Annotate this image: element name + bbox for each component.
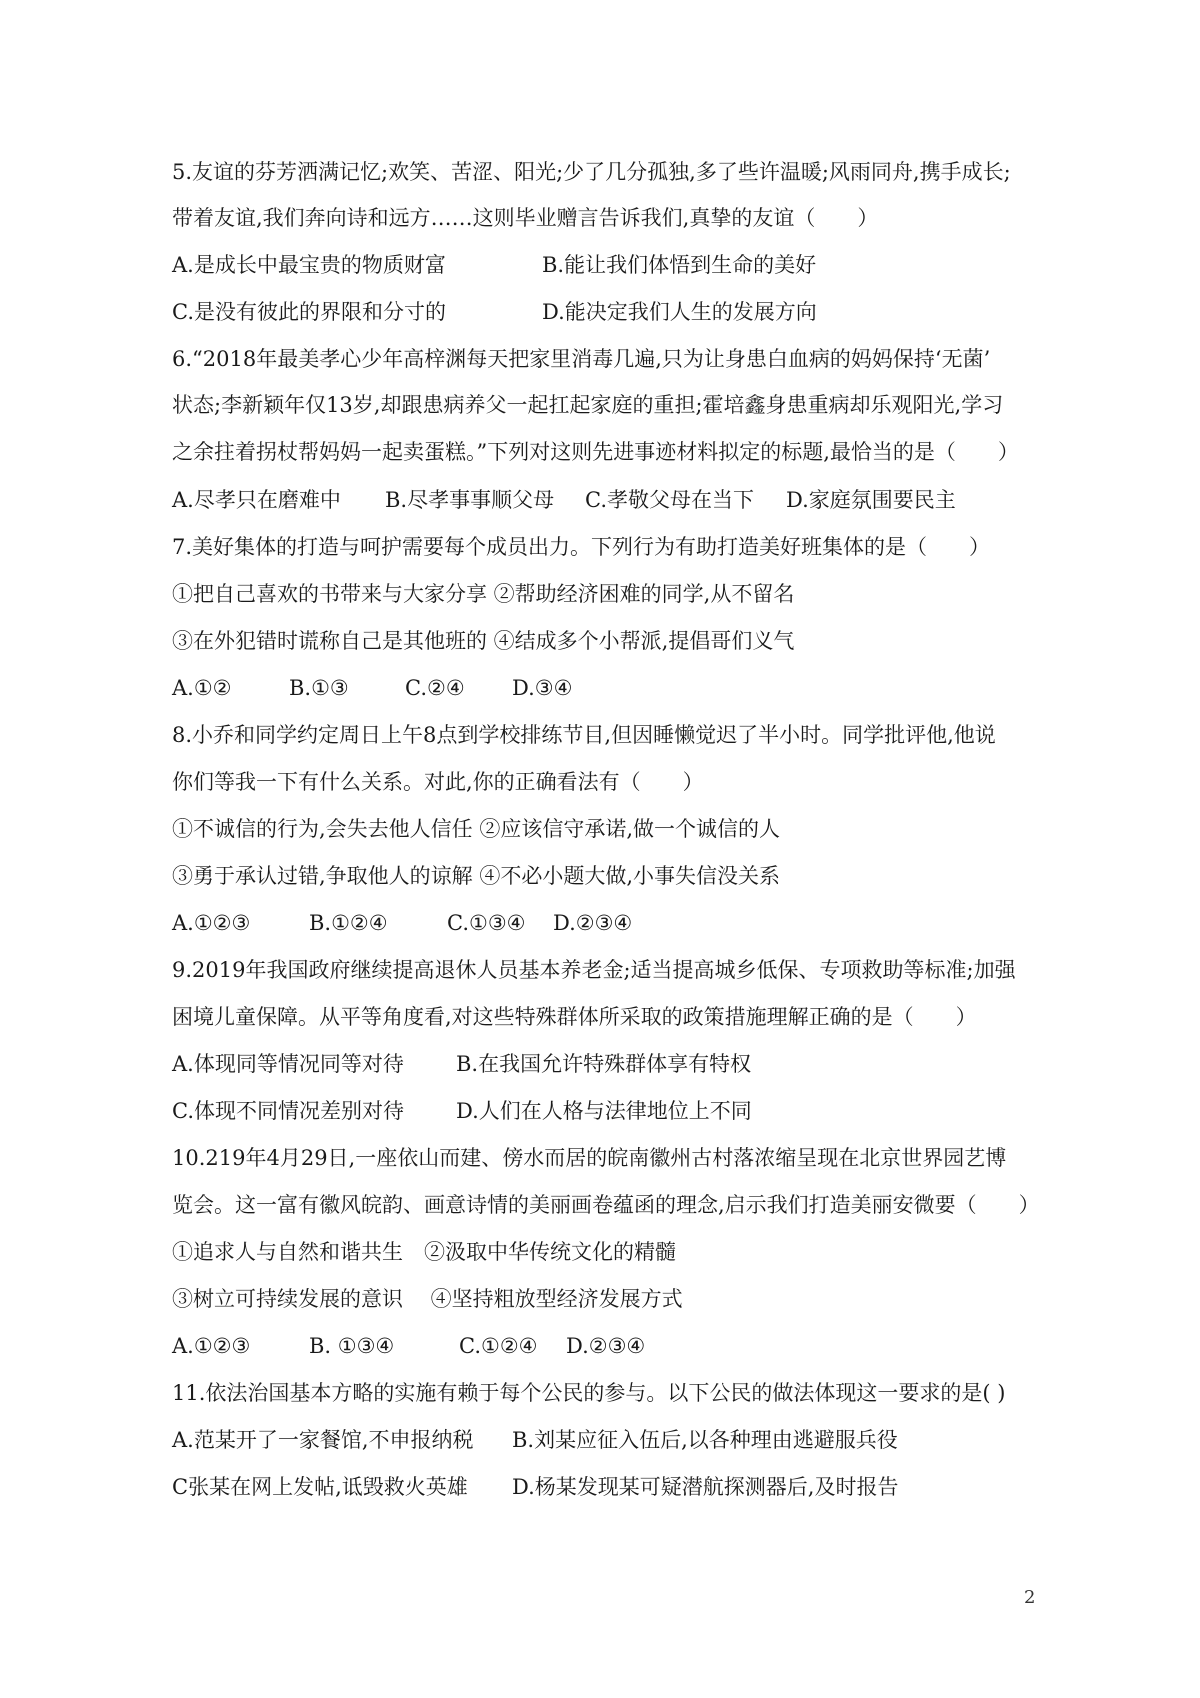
question-11-option-c: C张某在网上发帖,诋毁救火英雄 <box>172 1475 468 1499</box>
question-10-option-d: D.②③④ <box>566 1334 646 1358</box>
question-6-stem-line-2: 状态;李新颖年仅13岁,却跟患病养父一起扛起家庭的重担;霍培鑫身患重病却乐观阳光,学习 <box>172 393 1004 417</box>
question-10-items-line-2: ③树立可持续发展的意识 ④坚持粗放型经济发展方式 <box>172 1287 683 1311</box>
question-9-option-d: D.人们在人格与法律地位上不同 <box>456 1099 752 1123</box>
question-6-option-d: D.家庭氛围要民主 <box>786 488 956 512</box>
question-6-option-c: C.孝敬父母在当下 <box>585 488 754 512</box>
question-8-items-line-1: ①不诚信的行为,会失去他人信任 ②应该信守承诺,做一个诚信的人 <box>172 817 781 841</box>
question-6-option-b: B.尽孝事事顺父母 <box>385 488 555 512</box>
question-7-stem: 7.美好集体的打造与呵护需要每个成员出力。下列行为有助打造美好班集体的是（ ） <box>172 535 991 559</box>
question-10-stem-line-2: 览会。这一富有徽风皖韵、画意诗情的美丽画卷蕴函的理念,启示我们打造美丽安微要（ ） <box>172 1193 1040 1217</box>
question-11-option-a: A.范某开了一家餐馆,不申报纳税 <box>172 1428 474 1452</box>
question-5-option-d: D.能决定我们人生的发展方向 <box>542 300 817 324</box>
question-9-option-a: A.体现同等情况同等对待 <box>172 1052 404 1076</box>
question-10-option-b: B. ①③④ <box>309 1334 395 1358</box>
page-number: 2 <box>1024 1587 1036 1608</box>
question-11-option-d: D.杨某发现某可疑潜航探测器后,及时报告 <box>512 1475 899 1499</box>
question-5-option-b: B.能让我们体悟到生命的美好 <box>542 253 817 277</box>
question-9-option-b: B.在我国允许特殊群体享有特权 <box>456 1052 752 1076</box>
question-10-stem-line-1: 10.219年4月29日,一座依山而建、傍水而居的皖南徽州古村落浓缩呈现在北京世界园艺博 <box>172 1146 1007 1170</box>
question-6-stem-line-1: 6.“2018年最美孝心少年高梓渊每天把家里消毒几遍,只为让身患白血病的妈妈保持‘无菌’ <box>172 347 991 371</box>
question-6-option-a: A.尽孝只在磨难中 <box>172 488 341 512</box>
question-7-items-line-2: ③在外犯错时谎称自己是其他班的 ④结成多个小帮派,提倡哥们义气 <box>172 629 795 653</box>
question-9-stem-line-1: 9.2019年我国政府继续提高退休人员基本养老金;适当提高城乡低保、专项救助等标准;加强 <box>172 958 1016 982</box>
question-9-stem-line-2: 困境儿童保障。从平等角度看,对这些特殊群体所采取的政策措施理解正确的是（ ） <box>172 1005 977 1029</box>
question-8-option-d: D.②③④ <box>553 911 633 935</box>
question-8-items-line-2: ③勇于承认过错,争取他人的谅解 ④不必小题大做,小事失信没关系 <box>172 864 781 888</box>
question-7-option-c: C.②④ <box>405 676 465 700</box>
question-7-option-d: D.③④ <box>512 676 573 700</box>
question-10-items-line-1: ①追求人与自然和谐共生 ②汲取中华传统文化的精髓 <box>172 1240 676 1264</box>
question-8-option-c: C.①③④ <box>447 911 526 935</box>
question-10-option-c: C.①②④ <box>459 1334 538 1358</box>
question-7-option-b: B.①③ <box>289 676 349 700</box>
question-5-stem-line-2: 带着友谊,我们奔向诗和远方……这则毕业赠言告诉我们,真挚的友谊（ ） <box>172 206 879 230</box>
question-8-option-a: A.①②③ <box>172 911 251 935</box>
question-10-option-a: A.①②③ <box>172 1334 251 1358</box>
question-7-option-a: A.①② <box>172 676 232 700</box>
question-8-option-b: B.①②④ <box>309 911 388 935</box>
question-11-option-b: B.刘某应征入伍后,以各种理由逃避服兵役 <box>512 1428 898 1452</box>
question-7-items-line-1: ①把自己喜欢的书带来与大家分享 ②帮助经济困难的同学,从不留名 <box>172 582 795 606</box>
question-8-stem-line-2: 你们等我一下有什么关系。对此,你的正确看法有（ ） <box>172 770 704 794</box>
question-6-stem-line-3: 之余拄着拐杖帮妈妈一起卖蛋糕。”下列对这则先进事迹材料拟定的标题,最恰当的是（ ） <box>172 440 1019 464</box>
question-11-stem: 11.依法治国基本方略的实施有赖于每个公民的参与。以下公民的做法体现这一要求的是( ) <box>172 1381 1006 1405</box>
question-5-stem-line-1: 5.友谊的芬芳洒满记忆;欢笑、苦涩、阳光;少了几分孤独,多了些许温暖;风雨同舟,携手成长; <box>172 160 1011 184</box>
question-9-option-c: C.体现不同情况差别对待 <box>172 1099 404 1123</box>
question-5-option-c: C.是没有彼此的界限和分寸的 <box>172 300 446 324</box>
question-8-stem-line-1: 8.小乔和同学约定周日上午8点到学校排练节目,但因睡懒觉迟了半小时。同学批评他,他说 <box>172 723 996 747</box>
question-5-option-a: A.是成长中最宝贵的物质财富 <box>172 253 446 277</box>
